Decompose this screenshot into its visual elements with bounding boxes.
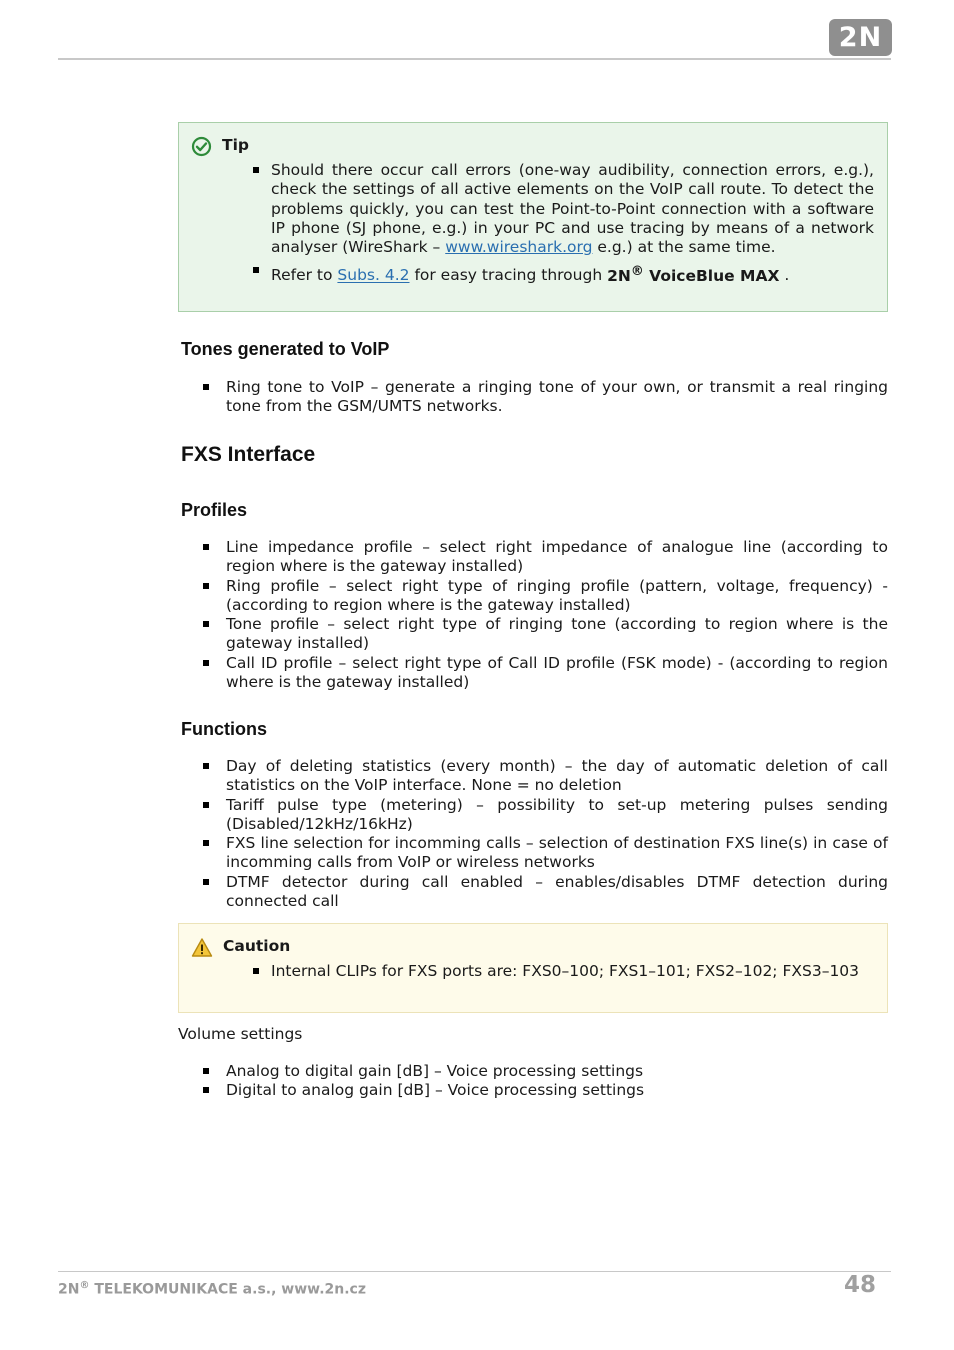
- footer-company: 2N® TELEKOMUNIKACE a.s., www.2n.cz: [58, 1280, 366, 1298]
- list-item: Tariff pulse type (metering) – possibility to set-up metering pulses sending (Disabled/12kHz/16kHz): [226, 795, 888, 833]
- tip-item2-mid: for easy tracing through: [414, 266, 603, 285]
- 2n-logo: 2N: [829, 19, 892, 56]
- list-item: Ring tone to VoIP – generate a ringing tone of your own, or transmit a real ringing tone from the GSM/UMTS networks.: [226, 378, 888, 416]
- wireshark-link[interactable]: www.wireshark.org: [445, 238, 593, 257]
- tip-box: [178, 122, 888, 312]
- profiles-list: [226, 538, 888, 692]
- list-item: [253, 161, 874, 257]
- list-item: Call ID profile – select right type of Call ID profile (FSK mode) - (according to region where is the gateway installed): [226, 653, 888, 692]
- tip-item2-end: .: [784, 266, 790, 285]
- tones-heading: Tones generated to VoIP: [181, 339, 390, 359]
- tip-title: Tip: [222, 136, 249, 154]
- list-item: Day of deleting statistics (every month) – the day of automatic deletion of call statistics on the VoIP interface. None = no deletion: [226, 757, 888, 795]
- functions-heading: Functions: [181, 719, 267, 739]
- caution-list: [253, 962, 874, 985]
- list-item: FXS line selection for incomming calls – selection of destination FXS line(s) in case of incomming calls from VoIP or wireless networks: [226, 834, 888, 872]
- tip-item-text-end: e.g.) at the same time.: [597, 238, 776, 257]
- caution-box: [178, 923, 888, 1013]
- list-item: Analog to digital gain [dB] – Voice processing settings: [226, 1062, 888, 1081]
- check-circle-icon: [191, 136, 212, 161]
- list-item: Tone profile – select right type of ringing tone (according to region where is the gateway installed): [226, 615, 888, 653]
- functions-list: [226, 757, 888, 911]
- list-item: Internal CLIPs for FXS ports are: FXS0–100; FXS1–101; FXS2–102; FXS3–103: [253, 962, 874, 981]
- subs-link[interactable]: Subs. 4.2: [337, 266, 410, 285]
- tip-item-text: Should there occur call errors (one-way audibility, connection errors, e.g.), check the settings of all active elements on the VoIP call route. To detect the problems quickly, you can test the Point-to-Point connection with a software IP phone (SJ phone, e.g.) in your PC and use tracing by means of a network analyser (WireShark –: [271, 161, 874, 257]
- list-item: Ring profile – select right type of ringing profile (pattern, voltage, frequency) - (according to region where is the gateway installed): [226, 576, 888, 614]
- brand-name: 2N® VoiceBlue MAX: [607, 263, 780, 285]
- tip-list: [253, 161, 874, 290]
- list-item: Digital to analog gain [dB] – Voice processing settings: [226, 1081, 888, 1100]
- volume-label: Volume settings: [178, 1025, 303, 1043]
- footer-divider: [58, 1271, 891, 1272]
- list-item: Line impedance profile – select right impedance of analogue line (according to region where is the gateway installed): [226, 538, 888, 576]
- page-number: 48: [843, 1272, 876, 1298]
- header-divider: [58, 58, 891, 60]
- tones-list: [226, 378, 888, 417]
- volume-list: [226, 1062, 888, 1101]
- fxs-heading: FXS Interface: [181, 443, 316, 466]
- warning-icon: [191, 937, 213, 962]
- caution-title: Caution: [223, 937, 291, 955]
- list-item: DTMF detector during call enabled – enables/disables DTMF detection during connected call: [226, 872, 888, 911]
- profiles-heading: Profiles: [181, 500, 248, 520]
- tip-item2-start: Refer to: [271, 266, 333, 285]
- list-item: [253, 261, 874, 285]
